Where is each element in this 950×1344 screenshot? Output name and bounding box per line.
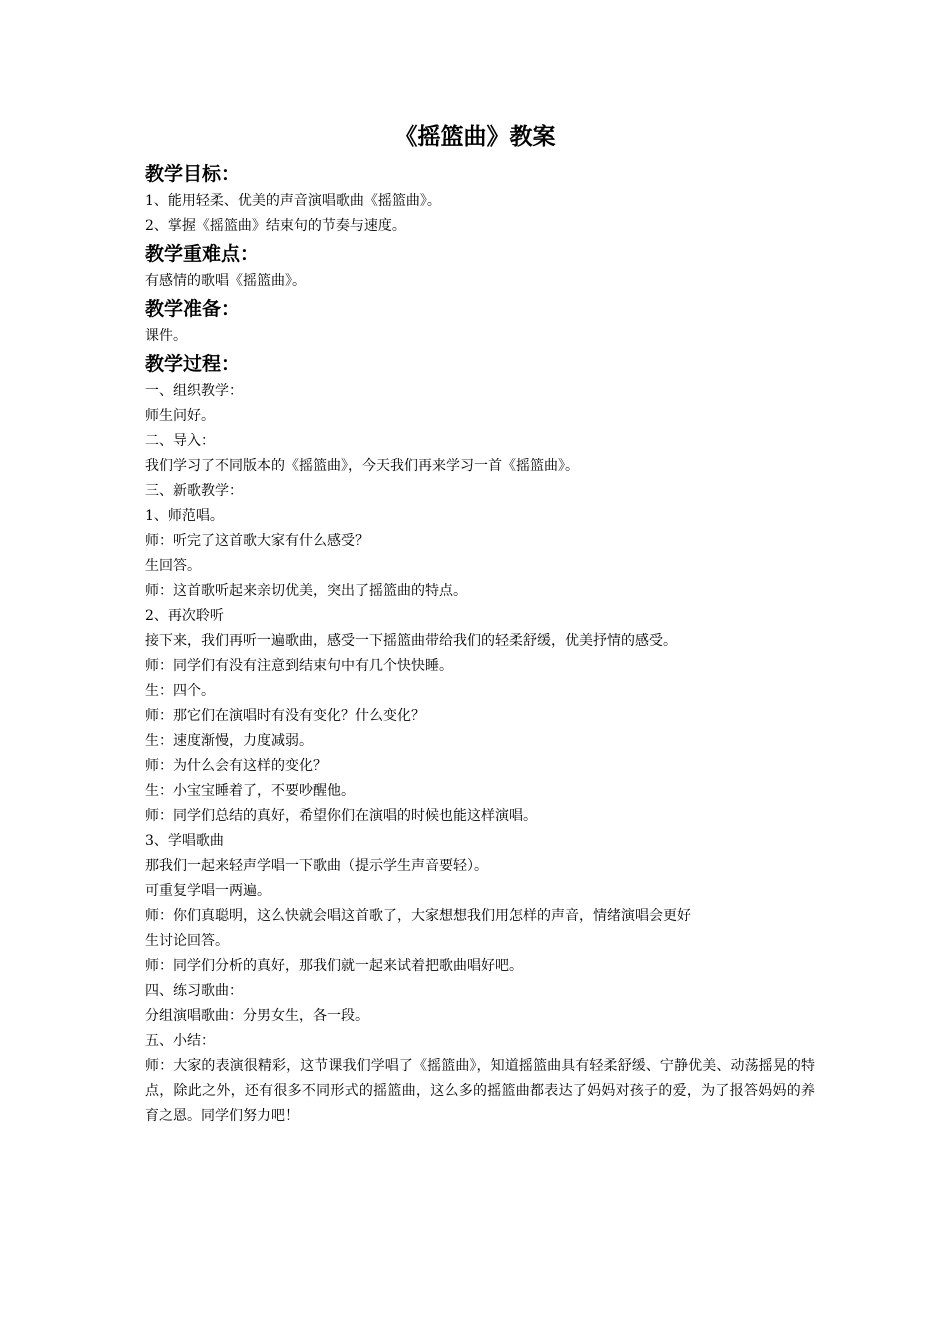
process-line: 2、再次聆听 <box>145 608 224 624</box>
process-line: 分组演唱歌曲：分男女生，各一段。 <box>145 1008 369 1024</box>
process-line: 师：同学们有没有注意到结束句中有几个快快睡。 <box>145 658 453 674</box>
objective-item: 1、能用轻柔、优美的声音演唱歌曲《摇篮曲》。 <box>145 193 441 209</box>
process-line: 师：同学们分析的真好，那我们就一起来试着把歌曲唱好吧。 <box>145 958 523 974</box>
document-body <box>145 159 815 1129</box>
process-line: 生讨论回答。 <box>145 933 229 949</box>
closing-paragraph: 师：大家的表演很精彩，这节课我们学唱了《摇篮曲》，知道摇篮曲具有轻柔舒缓、宁静优美、动荡摇晃的特点，除此之外，还有很多不同形式的摇篮曲，这么多的摇篮曲都表达了妈妈对孩子的爱，为了报答妈妈的养育之恩。同学们努力吧！ <box>145 1058 815 1124</box>
page-title: 《摇篮曲》教案 <box>394 123 556 150</box>
process-line: 可重复学唱一两遍。 <box>145 883 271 899</box>
key-point-item: 有感情的歌唱《摇篮曲》。 <box>145 273 306 289</box>
process-heading: 教学过程： <box>145 353 241 375</box>
process-line: 师生问好。 <box>145 408 215 424</box>
process-line: 四、练习歌曲： <box>145 983 243 999</box>
process-line: 二、导入： <box>145 433 215 449</box>
preparation-item: 课件。 <box>145 328 187 344</box>
process-line: 我们学习了不同版本的《摇篮曲》，今天我们再来学习一首《摇篮曲》。 <box>145 458 579 474</box>
process-line: 生：四个。 <box>145 683 215 699</box>
process-line: 生：速度渐慢，力度减弱。 <box>145 733 313 749</box>
process-line: 师：为什么会有这样的变化？ <box>145 758 327 774</box>
process-line: 1、师范唱。 <box>145 508 224 524</box>
key-points-heading: 教学重难点： <box>145 243 260 265</box>
process-line: 师：你们真聪明，这么快就会唱这首歌了，大家想想我们用怎样的声音，情绪演唱会更好 <box>145 908 691 924</box>
objectives-heading: 教学目标： <box>145 163 241 185</box>
process-line: 那我们一起来轻声学唱一下歌曲（提示学生声音要轻）。 <box>145 858 488 874</box>
process-line: 生回答。 <box>145 558 201 574</box>
process-line: 师：同学们总结的真好，希望你们在演唱的时候也能这样演唱。 <box>145 808 537 824</box>
process-line: 接下来，我们再听一遍歌曲，感受一下摇篮曲带给我们的轻柔舒缓，优美抒情的感受。 <box>145 633 677 649</box>
process-line: 一、组织教学： <box>145 383 243 399</box>
process-line: 五、小结： <box>145 1033 215 1049</box>
process-line: 三、新歌教学： <box>145 483 243 499</box>
process-line: 师：这首歌听起来亲切优美，突出了摇篮曲的特点。 <box>145 583 467 599</box>
process-line: 师：那它们在演唱时有没有变化？什么变化？ <box>145 708 425 724</box>
process-line: 师：听完了这首歌大家有什么感受？ <box>145 533 369 549</box>
preparation-heading: 教学准备： <box>145 298 241 320</box>
process-line: 生：小宝宝睡着了，不要吵醒他。 <box>145 783 355 799</box>
process-line: 3、学唱歌曲 <box>145 833 224 849</box>
objective-item: 2、掌握《摇篮曲》结束句的节奏与速度。 <box>145 218 406 234</box>
